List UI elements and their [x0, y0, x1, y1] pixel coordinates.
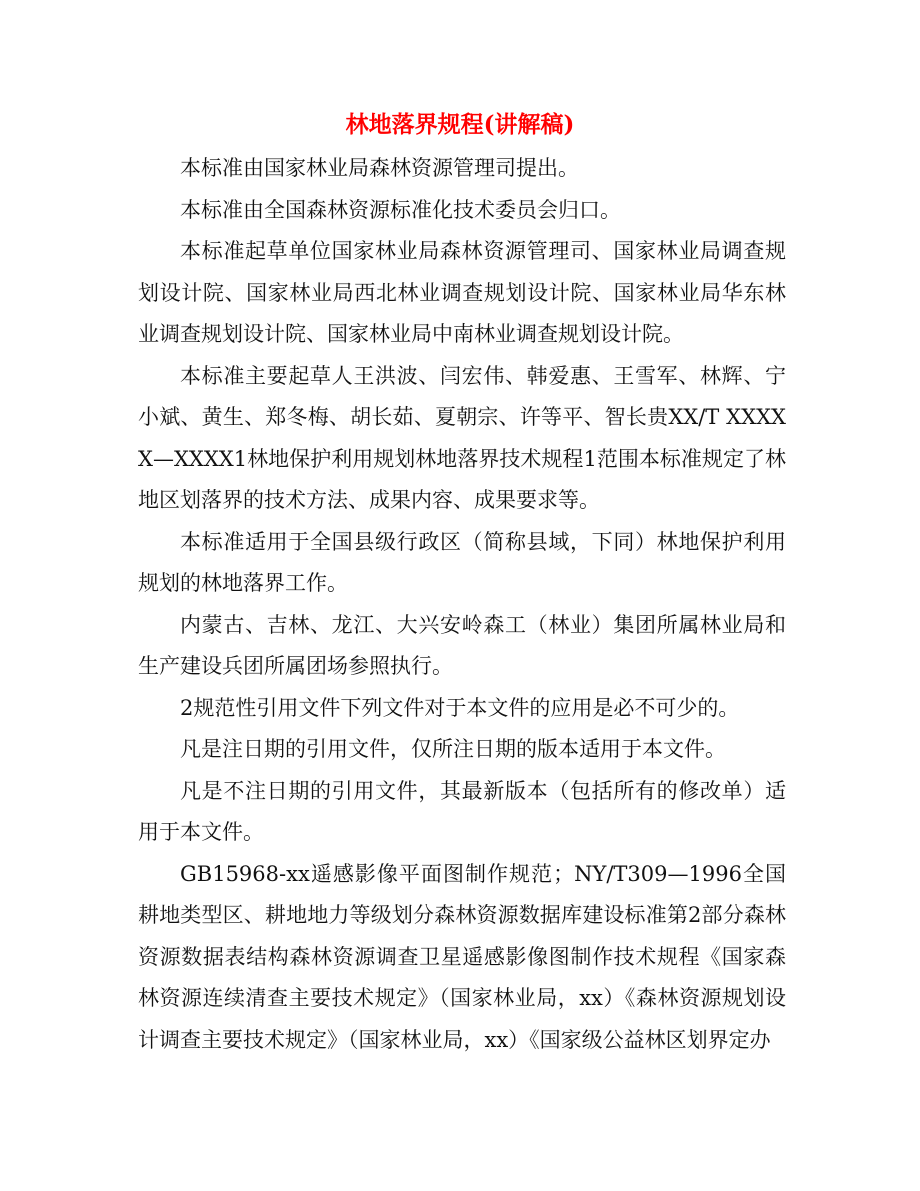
document-title: 林地落界规程(讲解稿) — [345, 111, 575, 138]
paragraph: 本标准由国家林业局森林资源管理司提出。 — [180, 156, 579, 180]
paragraph: GB15968-xx遥感影像平面图制作规范；NY/T309—1996全国耕地类型区、耕地地力等级划分森林资源数据库建设标准第2部分森林资源数据表结构森林资源调查卫星遥感影像图制作技术规程《国家森林资源连续清查主要技术规定》（国家林业局，xx）《森林资源规划设计调查主要技术规定》（国家林业局，xx）《国家级公益林区划界定办 — [138, 861, 786, 1052]
paragraph: 内蒙古、吉林、龙江、大兴安岭森工（林业）集团所属林业局和生产建设兵团所属团场参照执行。 — [138, 612, 786, 678]
paragraph: 凡是注日期的引用文件，仅所注日期的版本适用于本文件。 — [180, 737, 726, 761]
paragraph: 本标准主要起草人王洪波、闫宏伟、韩爱惠、王雪军、林辉、宁小斌、黄生、郑冬梅、胡长茹、夏朝宗、许等平、智长贵XX/T XXXXX—XXXX1林地保护利用规划林地落界技术规程1范围本标准规定了林地区划落界的技术方法、成果内容、成果要求等。 — [138, 363, 786, 512]
paragraph: 凡是不注日期的引用文件，其最新版本（包括所有的修改单）适用于本文件。 — [138, 778, 786, 844]
paragraph: 本标准由全国森林资源标准化技术委员会归口。 — [180, 197, 621, 222]
paragraph: 本标准起草单位国家林业局森林资源管理司、国家林业局调查规划设计院、国家林业局西北林业调查规划设计院、国家林业局华东林业调查规划设计院、国家林业局中南林业调查规划设计院。 — [138, 239, 786, 346]
paragraph: 2规范性引用文件下列文件对于本文件的应用是必不可少的。 — [180, 695, 740, 720]
document-body — [138, 148, 786, 1061]
paragraph: 本标准适用于全国县级行政区（简称县域，下同）林地保护利用规划的林地落界工作。 — [138, 529, 786, 595]
